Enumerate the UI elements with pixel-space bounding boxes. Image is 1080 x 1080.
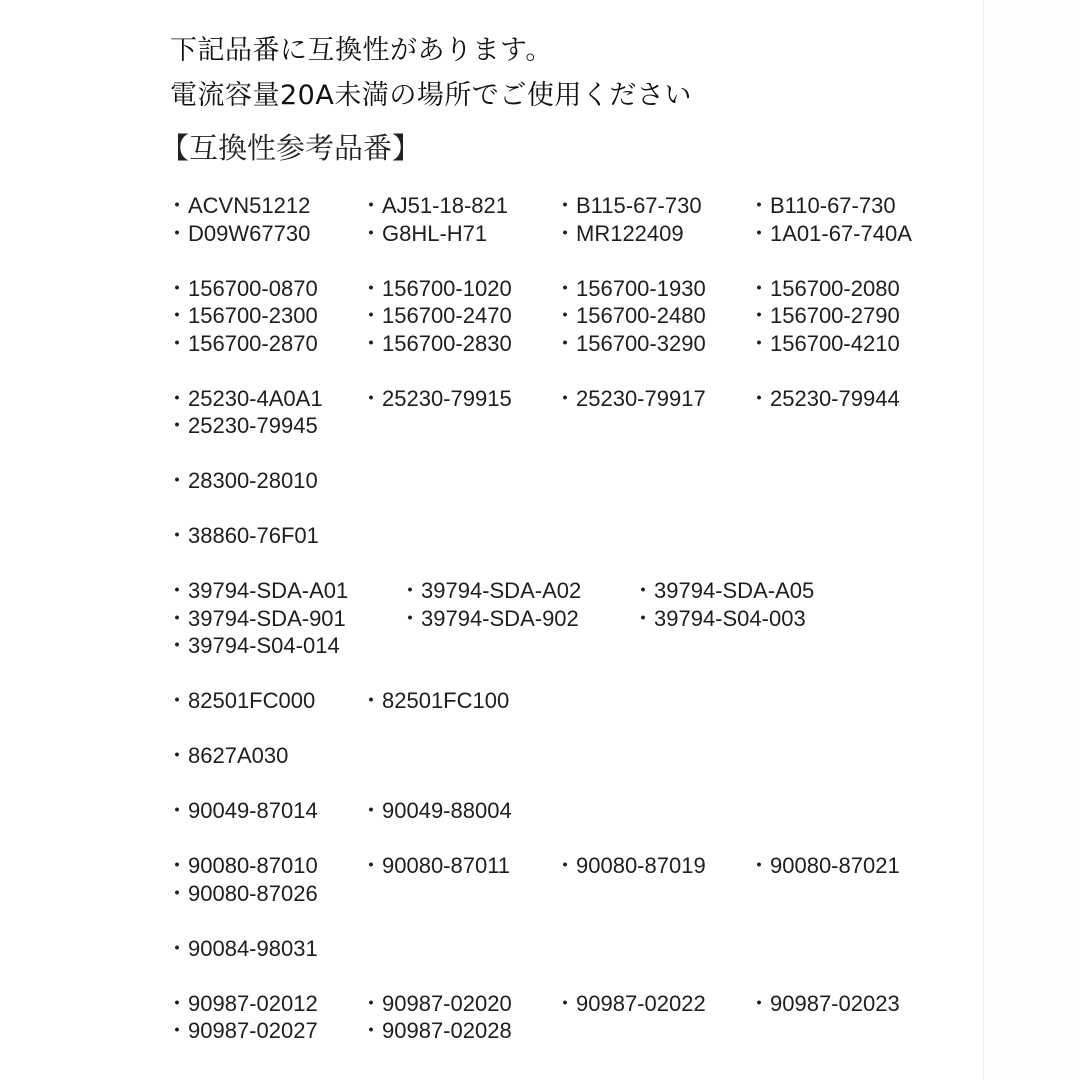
part-number: ・156700-3290	[554, 330, 706, 356]
part-number: ・B110-67-730	[748, 193, 896, 218]
part-number: ・39794-SDA-A01	[166, 578, 349, 603]
part-number-row	[166, 220, 942, 248]
part-number-group	[166, 577, 942, 660]
part-number: ・90987-02020	[360, 990, 512, 1016]
part-number-row	[166, 330, 942, 358]
part-number: ・90080-87011	[360, 853, 511, 878]
part-number-row	[166, 990, 942, 1018]
right-margin-strip	[983, 0, 1080, 1080]
part-number: ・90987-02022	[554, 990, 706, 1016]
part-number: ・G8HL-H71	[360, 220, 488, 246]
part-number-row	[166, 577, 942, 605]
part-number-group	[166, 275, 942, 358]
part-number-row	[166, 605, 942, 633]
part-number: ・39794-SDA-902	[399, 605, 579, 631]
part-number: ・1A01-67-740A	[748, 220, 912, 246]
part-number: ・156700-1020	[360, 275, 512, 301]
part-number-group	[166, 935, 942, 963]
part-number-row	[166, 1017, 942, 1045]
part-number: ・90987-02023	[748, 990, 900, 1016]
part-number-list	[166, 192, 942, 1072]
part-number-group	[166, 742, 942, 770]
part-number: ・90080-87010	[166, 853, 318, 878]
part-number-row	[166, 192, 942, 220]
part-number-group	[166, 990, 942, 1045]
part-number: ・156700-2870	[166, 330, 318, 356]
part-number-row	[166, 852, 942, 880]
part-number: ・90080-87021	[748, 853, 900, 878]
part-number: ・8627A030	[166, 743, 289, 768]
part-number-row	[166, 412, 942, 440]
part-number-row	[166, 742, 942, 770]
part-number: ・90084-98031	[166, 935, 318, 961]
part-number: ・39794-S04-014	[166, 633, 340, 658]
part-number: ・156700-2480	[554, 303, 706, 328]
part-number: ・90049-87014	[166, 798, 318, 823]
part-number: ・39794-SDA-A05	[632, 578, 815, 603]
part-number: ・MR122409	[554, 220, 684, 246]
part-number: ・82501FC000	[166, 688, 316, 713]
part-number-group	[166, 467, 942, 495]
part-number: ・82501FC100	[360, 688, 510, 713]
part-number: ・90049-88004	[360, 798, 512, 823]
part-number: ・B115-67-730	[554, 193, 702, 218]
compatible-parts-heading: 【互換性参考品番】	[160, 131, 422, 165]
part-number-row	[166, 880, 942, 908]
part-number: ・39794-S04-003	[632, 605, 806, 631]
part-number: ・39794-SDA-901	[166, 605, 346, 631]
part-number: ・25230-79944	[748, 385, 900, 411]
part-number: ・25230-79917	[554, 385, 706, 411]
part-number-row	[166, 632, 942, 660]
part-number: ・90080-87019	[554, 853, 706, 878]
part-number: ・90987-02027	[166, 1018, 318, 1043]
intro-line-current-capacity: 電流容量20A未満の場所でご使用ください	[170, 80, 692, 111]
part-number: ・156700-2470	[360, 303, 512, 328]
part-number-row	[166, 385, 942, 413]
part-number-row	[166, 275, 942, 303]
part-number: ・D09W67730	[166, 220, 311, 246]
part-number-group	[166, 522, 942, 550]
part-number: ・ACVN51212	[166, 193, 311, 218]
part-number: ・156700-0870	[166, 275, 318, 301]
part-number-row	[166, 687, 942, 715]
part-number: ・25230-4A0A1	[166, 385, 323, 411]
part-number: ・25230-79915	[360, 385, 512, 411]
part-number-group	[166, 192, 942, 247]
part-number-row	[166, 302, 942, 330]
part-number: ・39794-SDA-A02	[399, 578, 582, 603]
intro-text	[170, 28, 692, 118]
part-number-row	[166, 797, 942, 825]
part-number-row	[166, 522, 942, 550]
part-number: ・38860-76F01	[166, 523, 319, 548]
part-number: ・156700-4210	[748, 330, 900, 356]
part-number: ・156700-1930	[554, 275, 706, 301]
part-number: ・156700-2830	[360, 330, 512, 356]
part-number: ・156700-2790	[748, 303, 900, 328]
part-number: ・156700-2080	[748, 275, 900, 301]
part-number-group	[166, 797, 942, 825]
part-number-group	[166, 852, 942, 907]
part-number: ・25230-79945	[166, 413, 318, 438]
part-number-group	[166, 385, 942, 440]
part-number-row	[166, 467, 942, 495]
part-number: ・28300-28010	[166, 468, 318, 493]
intro-line-compatibility: 下記品番に互換性があります。	[170, 35, 553, 66]
part-number: ・90987-02028	[360, 1018, 512, 1043]
part-number: ・90987-02012	[166, 990, 318, 1016]
part-number: ・156700-2300	[166, 303, 318, 328]
part-number-row	[166, 935, 942, 963]
part-number: ・AJ51-18-821	[360, 193, 508, 218]
part-number-group	[166, 687, 942, 715]
part-number: ・90080-87026	[166, 880, 318, 906]
